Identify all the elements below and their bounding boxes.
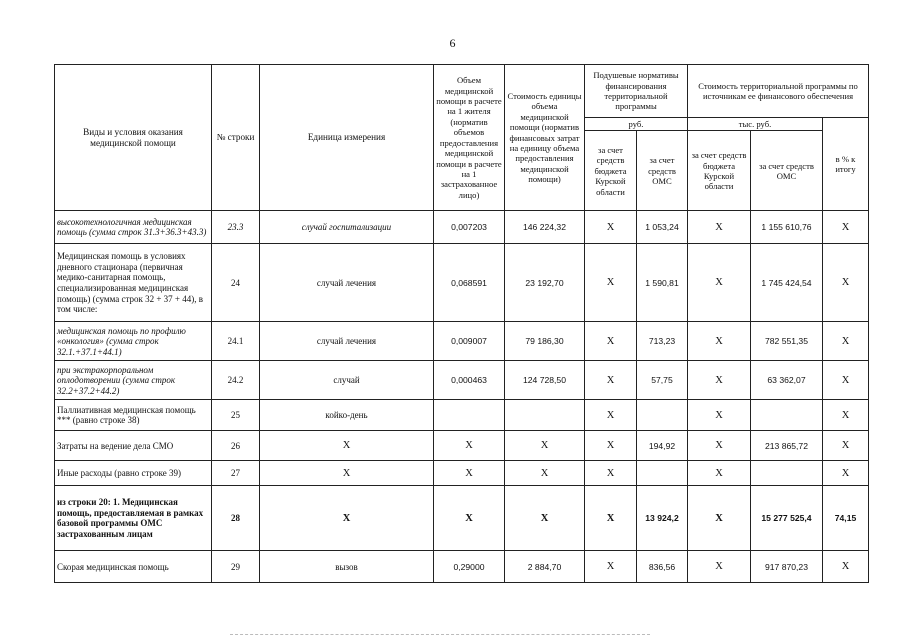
- row-total-oms: 1 745 424,54: [751, 244, 823, 322]
- row-unit: X: [260, 486, 434, 551]
- header-volume: Объем медицинской помощи в расчете на 1 жителя (норматив объемов предоставления медицинской помощи в расчете на 1 застрахованное лицо): [434, 65, 505, 211]
- row-pc-budget: X: [585, 322, 637, 361]
- header-unit-cost: Стоимость единицы объема медицинской помощи (норматив финансовых затрат на единицу объема предоставления медицинской помощи): [505, 65, 585, 211]
- header-kind: Виды и условия оказания медицинской помощи: [55, 65, 212, 211]
- row-pc-budget: X: [585, 211, 637, 244]
- row-name: Медицинская помощь в условиях дневного стационара (первичная медико-санитарная помощь, специализированная медицинская помощь) (сумма строк 32 + 37 + 44), в том числе:: [55, 244, 212, 322]
- page-bottom-rule: [230, 634, 650, 635]
- table-row: [55, 461, 869, 486]
- row-pc-oms: 836,56: [637, 551, 688, 583]
- page-number: 6: [449, 36, 456, 50]
- row-pc-oms: 713,23: [637, 322, 688, 361]
- row-cost: 146 224,32: [505, 211, 585, 244]
- row-volume: 0,068591: [434, 244, 505, 322]
- row-total-oms: 782 551,35: [751, 322, 823, 361]
- row-cost: 23 192,70: [505, 244, 585, 322]
- row-pc-oms: [637, 400, 688, 431]
- table-row: [55, 244, 869, 322]
- header-row-1: [55, 65, 869, 118]
- row-volume: [434, 400, 505, 431]
- row-cost: X: [505, 461, 585, 486]
- row-cost: X: [505, 431, 585, 461]
- row-volume: X: [434, 461, 505, 486]
- header-row-number: № строки: [212, 65, 260, 211]
- row-name: высокотехнологичная медицинская помощь (сумма строк 31.3+36.3+43.3): [55, 211, 212, 244]
- row-cost: 124 728,50: [505, 361, 585, 400]
- row-pc-budget: X: [585, 244, 637, 322]
- row-name: медицинская помощь по профилю «онкология» (сумма строк 32.1.+37.1+44.1): [55, 322, 212, 361]
- row-number: 24: [212, 244, 260, 322]
- row-total-budget: X: [688, 486, 751, 551]
- header-unit: Единица измерения: [260, 65, 434, 211]
- row-volume: 0,007203: [434, 211, 505, 244]
- header-per-capita-unit: руб.: [585, 118, 688, 131]
- row-total-budget: X: [688, 461, 751, 486]
- row-cost: [505, 400, 585, 431]
- row-volume: 0,29000: [434, 551, 505, 583]
- row-cost: X: [505, 486, 585, 551]
- header-total-oms: за счет средств ОМС: [751, 131, 823, 211]
- row-pc-oms: 57,75: [637, 361, 688, 400]
- row-total-budget: X: [688, 551, 751, 583]
- row-unit: койко-день: [260, 400, 434, 431]
- row-percent: X: [823, 400, 869, 431]
- row-unit: X: [260, 431, 434, 461]
- row-unit: X: [260, 461, 434, 486]
- row-unit: вызов: [260, 551, 434, 583]
- row-name: из строки 20: 1. Медицинская помощь, предоставляемая в рамках базовой программы ОМС застрахованным лицам: [55, 486, 212, 551]
- row-number: 28: [212, 486, 260, 551]
- row-unit: случай лечения: [260, 244, 434, 322]
- row-total-budget: X: [688, 244, 751, 322]
- row-percent: X: [823, 431, 869, 461]
- row-number: 24.1: [212, 322, 260, 361]
- row-cost: 2 884,70: [505, 551, 585, 583]
- header-total-cost-group: Стоимость территориальной программы по источникам ее финансового обеспечения: [688, 65, 869, 118]
- row-pc-oms: 1 053,24: [637, 211, 688, 244]
- row-pc-budget: X: [585, 461, 637, 486]
- row-total-oms: 213 865,72: [751, 431, 823, 461]
- table-row: [55, 211, 869, 244]
- row-percent: X: [823, 244, 869, 322]
- row-total-budget: X: [688, 361, 751, 400]
- table-row: [55, 400, 869, 431]
- row-number: 29: [212, 551, 260, 583]
- row-volume: 0,009007: [434, 322, 505, 361]
- row-name: Паллиативная медицинская помощь *** (равно строке 38): [55, 400, 212, 431]
- row-number: 23.3: [212, 211, 260, 244]
- header-per-capita-group: Подушевые нормативы финансирования территориальной программы: [585, 65, 688, 118]
- row-number: 27: [212, 461, 260, 486]
- row-name: Иные расходы (равно строке 39): [55, 461, 212, 486]
- row-pc-budget: X: [585, 431, 637, 461]
- row-total-budget: X: [688, 211, 751, 244]
- row-pc-budget: X: [585, 486, 637, 551]
- row-pc-oms: 13 924,2: [637, 486, 688, 551]
- row-pc-oms: [637, 461, 688, 486]
- row-name: Затраты на ведение дела СМО: [55, 431, 212, 461]
- row-unit: случай госпитализации: [260, 211, 434, 244]
- row-total-oms: 1 155 610,76: [751, 211, 823, 244]
- row-percent: X: [823, 211, 869, 244]
- row-name: при экстракорпоральном оплодотворении (сумма строк 32.2+37.2+44.2): [55, 361, 212, 400]
- row-pc-oms: 194,92: [637, 431, 688, 461]
- header-total-unit: тыс. руб.: [688, 118, 823, 131]
- row-percent: X: [823, 551, 869, 583]
- row-name: Скорая медицинская помощь: [55, 551, 212, 583]
- row-pc-budget: X: [585, 400, 637, 431]
- row-total-oms: [751, 461, 823, 486]
- row-percent: X: [823, 322, 869, 361]
- row-volume: 0,000463: [434, 361, 505, 400]
- row-pc-budget: X: [585, 361, 637, 400]
- table-row: [55, 431, 869, 461]
- row-number: 25: [212, 400, 260, 431]
- row-total-oms: 63 362,07: [751, 361, 823, 400]
- financing-table: [54, 64, 869, 583]
- table-row: [55, 551, 869, 583]
- row-percent: X: [823, 461, 869, 486]
- row-total-budget: X: [688, 431, 751, 461]
- header-total-budget: за счет средств бюджета Курской области: [688, 131, 751, 211]
- row-pc-oms: 1 590,81: [637, 244, 688, 322]
- row-percent: 74,15: [823, 486, 869, 551]
- table-row: [55, 322, 869, 361]
- row-unit: случай: [260, 361, 434, 400]
- table-row: [55, 361, 869, 400]
- row-total-budget: X: [688, 322, 751, 361]
- row-percent: X: [823, 361, 869, 400]
- row-pc-budget: X: [585, 551, 637, 583]
- row-total-oms: 917 870,23: [751, 551, 823, 583]
- row-total-budget: X: [688, 400, 751, 431]
- header-pc-budget: за счет средств бюджета Курской области: [585, 131, 637, 211]
- row-unit: случай лечения: [260, 322, 434, 361]
- row-number: 24.2: [212, 361, 260, 400]
- row-volume: X: [434, 431, 505, 461]
- table-row: [55, 486, 869, 551]
- row-total-oms: [751, 400, 823, 431]
- row-number: 26: [212, 431, 260, 461]
- header-percent: в % к итогу: [823, 118, 869, 211]
- row-volume: X: [434, 486, 505, 551]
- row-cost: 79 186,30: [505, 322, 585, 361]
- row-total-oms: 15 277 525,4: [751, 486, 823, 551]
- header-pc-oms: за счет средств ОМС: [637, 131, 688, 211]
